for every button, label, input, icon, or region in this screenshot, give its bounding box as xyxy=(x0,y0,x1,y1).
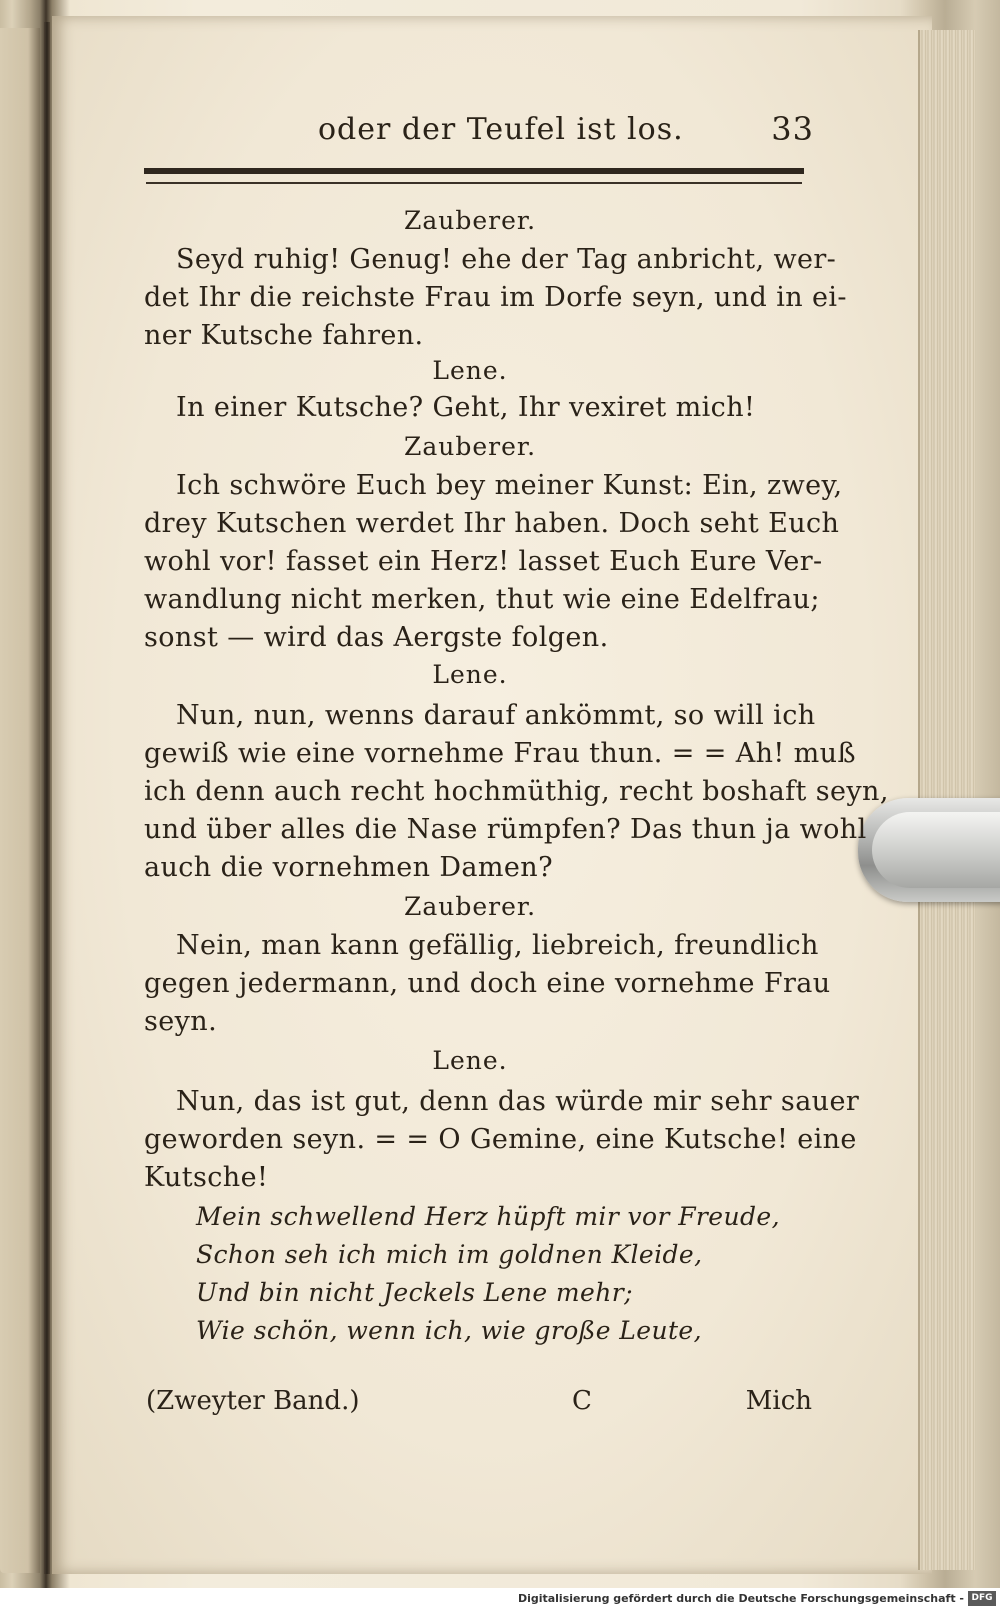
text-line: gewiß wie eine vornehme Frau thun. = = Ah! muß xyxy=(144,738,856,769)
verse-line: Schon seh ich mich im goldnen Kleide, xyxy=(196,1240,703,1269)
text-line: wandlung nicht merken, thut wie eine Edelfrau; xyxy=(144,584,820,615)
text-line: gegen jedermann, und doch eine vornehme Frau xyxy=(144,968,831,999)
text-line: seyn. xyxy=(144,1006,218,1037)
volume-signature: (Zweyter Band.) xyxy=(146,1386,360,1416)
speaker-name: Lene. xyxy=(432,1046,508,1075)
verse-line: Und bin nicht Jeckels Lene mehr; xyxy=(196,1278,633,1307)
text-line: drey Kutschen werdet Ihr haben. Doch seht Euch xyxy=(144,508,840,539)
text-line: geworden seyn. = = O Gemine, eine Kutsche! eine xyxy=(144,1124,857,1155)
speaker-name: Lene. xyxy=(432,356,508,385)
speaker-name: Zauberer. xyxy=(403,206,537,235)
text-line: ich denn auch recht hochmüthig, recht boshaft seyn, xyxy=(144,776,889,807)
text-line: In einer Kutsche? Geht, Ihr vexiret mich! xyxy=(176,392,756,423)
text-line: Nun, das ist gut, denn das würde mir sehr sauer xyxy=(176,1086,860,1117)
text-line: Nun, nun, wenns darauf ankömmt, so will ich xyxy=(176,700,816,731)
text-line: und über alles die Nase rümpfen? Das thun ja wohl xyxy=(144,814,867,845)
page-number: 33 xyxy=(771,110,814,148)
text-line: sonst — wird das Aergste folgen. xyxy=(144,622,609,653)
page-footer xyxy=(146,1386,816,1422)
running-head: oder der Teufel ist los. xyxy=(318,112,684,147)
verse-line: Wie schön, wenn ich, wie große Leute, xyxy=(196,1316,702,1345)
text-line: Ich schwöre Euch bey meiner Kunst: Ein, zwey, xyxy=(176,470,843,501)
speaker-name: Lene. xyxy=(432,660,508,689)
page-header xyxy=(300,108,820,154)
text-line: auch die vornehmen Damen? xyxy=(144,852,553,883)
header-rule xyxy=(144,168,804,174)
header-rule-thin xyxy=(146,182,802,184)
credit-bar xyxy=(0,1588,1000,1610)
speaker-name: Zauberer. xyxy=(403,892,537,921)
signature-mark: C xyxy=(572,1386,592,1416)
text-line: det Ihr die reichste Frau im Dorfe seyn, und in ei- xyxy=(144,282,847,313)
verse-line: Mein schwellend Herz hüpft mir vor Freude, xyxy=(196,1202,780,1231)
text-line: Seyd ruhig! Genug! ehe der Tag anbricht, wer- xyxy=(176,244,837,275)
text-line: ner Kutsche fahren. xyxy=(144,320,424,351)
credit-text: Digitalisierung gefördert durch die Deutsche Forschungsgemeinschaft - xyxy=(517,1592,964,1605)
text-line: Kutsche! xyxy=(144,1162,269,1193)
text-line: wohl vor! fasset ein Herz! lasset Euch Eure Ver- xyxy=(144,546,823,577)
catchword: Mich xyxy=(745,1386,812,1416)
speaker-name: Zauberer. xyxy=(403,432,537,461)
dfg-logo: DFG xyxy=(968,1591,996,1606)
text-line: Nein, man kann gefällig, liebreich, freundlich xyxy=(176,930,819,961)
